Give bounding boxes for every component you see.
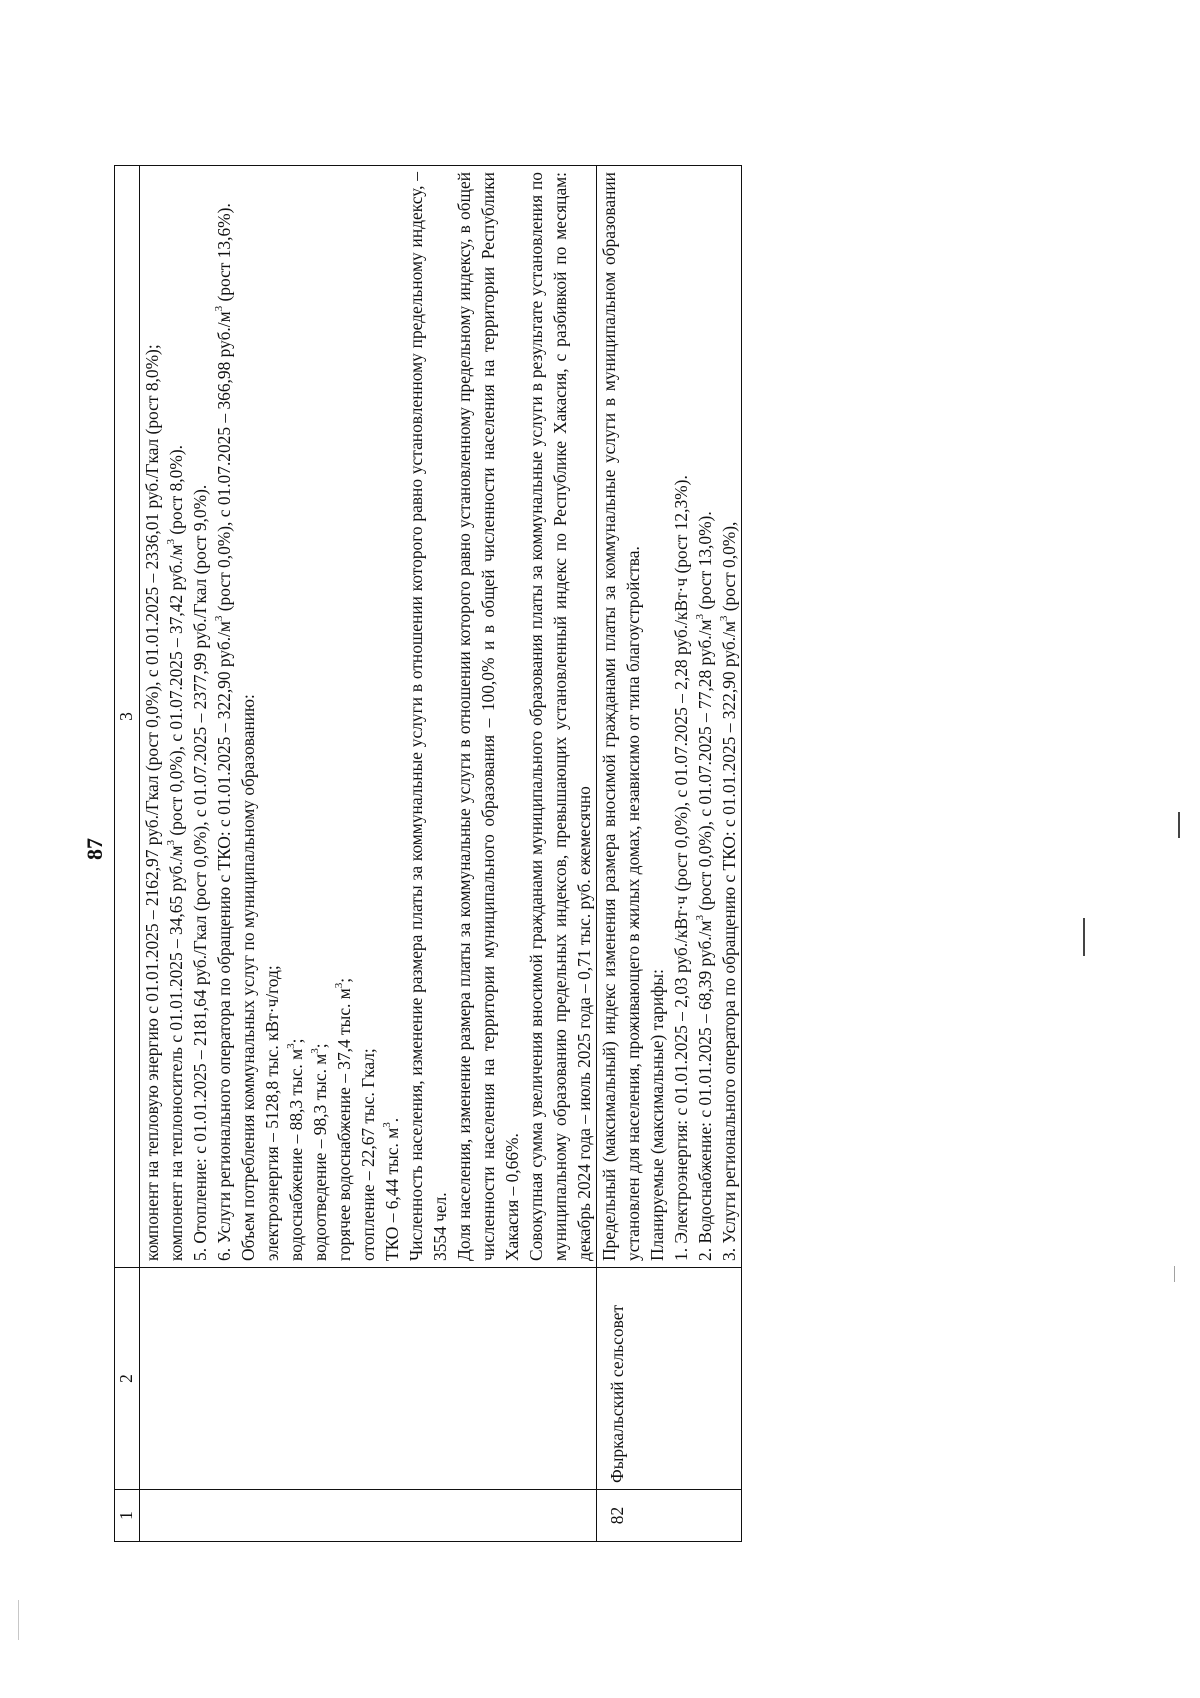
municipality-name (140, 1268, 597, 1490)
row-content (140, 166, 597, 1268)
content-line: ТКО – 6,44 тыс. $м^3$. (381, 1117, 402, 1261)
content-line: 5. Отопление: с 01.01.2025 – 2181,64 руб./Гкал (рост 0,0%), с 01.07.2025 – 2377,99 руб./Гкал (рост 9,0%). (190, 484, 210, 1261)
content-line: электроэнергия – 5128,8 тыс. кВт·ч/год; (262, 965, 282, 1261)
table-row (140, 166, 597, 1542)
header-col-1: 1 (115, 1490, 140, 1542)
content-line: Объем потребления коммунальных услуг по муниципальному образованию: (238, 694, 258, 1261)
content-line: Планируемые (максимальные) тарифы: (647, 969, 667, 1261)
page-number: 87 (82, 838, 107, 860)
content-line: отопление – 22,67 тыс. Гкал; (358, 1048, 378, 1261)
content-line: 2. Водоснабжение: с 01.01.2025 – 68,39 $руб./м^3$ (рост 0,0%), с 01.07.2025 – 77,28 $руб./м^3$ (рост 13,0%). (694, 511, 715, 1261)
table-row (597, 166, 742, 1542)
scan-mark (1174, 1266, 1175, 1282)
content-line: компонент на теплоноситель с 01.01.2025 – 34,65 $руб./м^3$ (рост 0,0%), с 01.07.2025 – 37,42 $руб./м^3$ (рост 8,0%). (165, 445, 186, 1261)
municipality-name: Фыркальский сельсовет (597, 1268, 742, 1490)
scan-mark (18, 1600, 19, 1640)
row-number: 82 (597, 1490, 742, 1542)
table-header-row (115, 166, 140, 1542)
content-line: 1. Электроэнергия: с 01.01.2025 – 2,03 руб./кВт·ч (рост 0,0%), с 01.07.2025 – 2,28 руб./кВт·ч (рост 12,3%). (671, 475, 691, 1261)
header-col-3: 3 (115, 166, 140, 1268)
content-line: Совокупная сумма увеличения вносимой гражданами муниципального образования платы за коммунальные услуги в результате установления по муниципальному образованию предельных индексов, превышающих установленный индекс по Республике Хакасия, с разбивкой по месяцам: декабрь 2024 года – июль 2025 года – 0,71 тыс. руб. ежемесячно (526, 172, 594, 1261)
content-line: компонент на тепловую энергию с 01.01.2025 – 2162,97 руб./Гкал (рост 0,0%), с 01.01.2025 – 2336,01 руб./Гкал (рост 8,0%); (142, 344, 162, 1261)
content-line: водоснабжение – 88,3 тыс. $м^3$; (285, 1038, 306, 1261)
content-line: 6. Услуги регионального оператора по обращению с ТКО: с 01.01.2025 – 322,90 $руб./м^3$ (рост 0,0%), с 01.07.2025 – 366,98 $руб./м^3$ (рост 13,6%). (213, 203, 234, 1261)
tariff-table (114, 165, 742, 1542)
content-line: Численность населения, изменение размера платы за коммунальные услуги в отношении которого равно установленному предельному индексу, – 3554 чел. (406, 172, 450, 1261)
scan-mark (1083, 918, 1085, 956)
content-line: 3. Услуги регионального оператора по обращению с ТКО: с 01.01.2025 – 322,90 $руб./м^3$ (рост 0,0%), (718, 521, 739, 1261)
content-line: горячее водоснабжение – 37,4 тыс. $м^3$; (333, 977, 354, 1261)
content-line: водоотведение – 98,3 тыс. $м^3$; (309, 1043, 330, 1261)
content-line: Доля населения, изменение размера платы за коммунальные услуги в отношении которого равно установленному предельному индексу, в общей численности населения на территории муниципального образования – 100,0% и в общей численности населения на территории Республики Хакасия – 0,66%. (454, 172, 522, 1261)
header-col-2: 2 (115, 1268, 140, 1490)
scan-mark (1178, 812, 1180, 838)
content-line: Предельный (максимальный) индекс изменения размера вносимой гражданами платы за коммунальные услуги в муниципальном образовании установлен для населения, проживающего в жилых домах, независимо от типа благоустройства. (599, 172, 643, 1261)
row-content (597, 166, 742, 1268)
row-number (140, 1490, 597, 1542)
